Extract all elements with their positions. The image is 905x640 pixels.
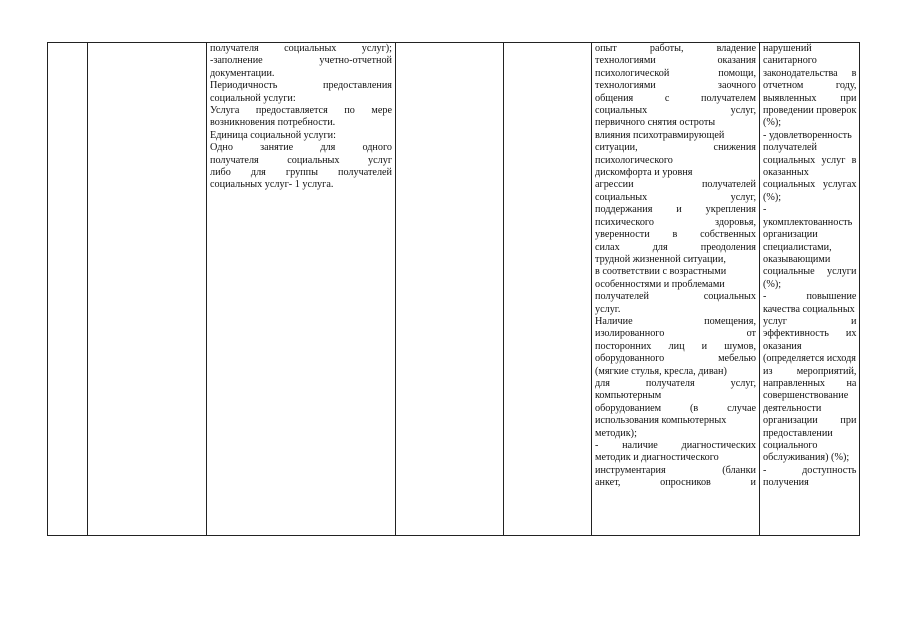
text-line: получателя социальных услуг); [210, 43, 392, 54]
text-line: первичного снятия остроты [595, 117, 716, 129]
text-line: социальной услуги: [210, 92, 296, 104]
text-line: (%); [763, 278, 782, 290]
text-line: услуг и [763, 315, 857, 327]
text-line: социальных услуг- 1 услуга. [210, 179, 334, 191]
text-line: из мероприятий, [763, 365, 857, 377]
text-line: предоставлении [763, 427, 833, 439]
text-line: использования компьютерных [595, 415, 727, 427]
text-line: психического здоровья, [595, 216, 756, 228]
text-line: методик и диагностического [595, 452, 719, 464]
text-line: социальных услугах [763, 179, 857, 191]
text-line: - доступность [763, 464, 857, 476]
text-line: инструментария (бланки [595, 464, 756, 476]
text-line: технологиями оказания [595, 55, 756, 67]
text-line: специалистами, [763, 241, 832, 253]
text-line: - [763, 204, 767, 216]
text-line: анкет, опросников и [595, 477, 756, 489]
cell-conditions [592, 43, 760, 536]
text-line: деятельности [763, 402, 822, 414]
text-line: Одно занятие для одного [210, 142, 392, 154]
text-line: (%); [763, 117, 782, 129]
text-line: укомплектованность [763, 216, 853, 228]
text-line: социальные услуги [763, 266, 857, 278]
text-line: направленных на [763, 377, 857, 389]
text-line: (%); [763, 191, 782, 203]
text-line: выявленных при [763, 92, 857, 104]
cell-quality-indicators [760, 43, 860, 536]
text-line: получателей [763, 142, 818, 154]
cell-service-description [207, 43, 396, 536]
text-line: психологического [595, 154, 673, 166]
text-line: - удовлетворенность [763, 129, 852, 141]
text-line: проведении проверок [763, 105, 857, 117]
text-line: организации при [763, 415, 857, 427]
text-line: получения [763, 477, 809, 489]
text-line: - повышение [763, 291, 857, 303]
table-row [48, 43, 860, 536]
cell-service-name [88, 43, 207, 536]
text-line: - наличие диагностических [595, 440, 756, 451]
services-table [47, 42, 860, 536]
text-line: санитарного [763, 55, 817, 67]
text-line: получателя социальных услуг [210, 154, 392, 166]
text-line: технологиями заочного [595, 80, 756, 92]
text-line: компьютерным [595, 390, 662, 402]
text-line: обслуживания) (%); [763, 452, 850, 464]
text-line: методик); [595, 427, 637, 439]
text-line: дискомфорта и уровня [595, 167, 693, 179]
text-line: (определяется исходя [763, 353, 856, 365]
text-line: Периодичность предоставления [210, 80, 392, 92]
text-line: социальных услуг, [595, 191, 756, 203]
text-line: качества социальных [763, 303, 855, 315]
text-line: для получателя услуг, [595, 377, 756, 389]
text-line: оказывающими [763, 253, 831, 265]
text-line: социальных услуг в [763, 154, 857, 166]
text-line: документации. [210, 67, 275, 79]
text-line: социального [763, 440, 818, 451]
cell-deadline [504, 43, 592, 536]
text-line: оборудованного мебелью [595, 353, 756, 365]
text-line: -заполнение учетно-отчетной [210, 55, 392, 67]
text-line: психологической помощи, [595, 67, 756, 79]
text-line: особенностями и проблемами [595, 278, 725, 290]
text-line: эффективность их [763, 328, 857, 340]
text-line: Наличие помещения, [595, 315, 756, 327]
text-line: поддержания и укрепления [595, 204, 756, 216]
text-line: отчетном году, [763, 80, 857, 92]
text-line: опыт работы, владение [595, 43, 756, 54]
text-line: в соответствии с возрастными [595, 266, 727, 278]
text-line: оказания [763, 340, 802, 352]
text-line: нарушений [763, 43, 812, 54]
text-line: трудной жизненной ситуации, [595, 253, 726, 265]
text-line: оказанных [763, 167, 809, 179]
text-line: агрессии получателей [595, 179, 756, 191]
text-line: ситуации, снижения [595, 142, 756, 154]
text-line: общения с получателем [595, 92, 756, 104]
text-line: оборудованием (в случае [595, 402, 756, 414]
text-line: услуг. [595, 303, 621, 315]
cell-provider [396, 43, 504, 536]
text-line: Единица социальной услуги: [210, 129, 336, 141]
text-line: возникновения потребности. [210, 117, 336, 129]
text-line: Услуга предоставляется по мере [210, 105, 392, 117]
text-line: уверенности в собственных [595, 229, 756, 241]
text-line: изолированного от [595, 328, 756, 340]
text-line: социальных услуг, [595, 105, 756, 117]
text-line: влияния психотравмирующей [595, 129, 725, 141]
text-line: законодательства в [763, 67, 857, 79]
cell-number [48, 43, 88, 536]
text-line: силах для преодоления [595, 241, 756, 253]
text-line: (мягкие стулья, кресла, диван) [595, 365, 727, 377]
text-line: организации [763, 229, 818, 241]
text-line: получателей социальных [595, 291, 756, 303]
text-line: либо для группы получателей [210, 167, 392, 179]
text-line: совершенствование [763, 390, 849, 402]
text-line: посторонних лиц и шумов, [595, 340, 756, 352]
